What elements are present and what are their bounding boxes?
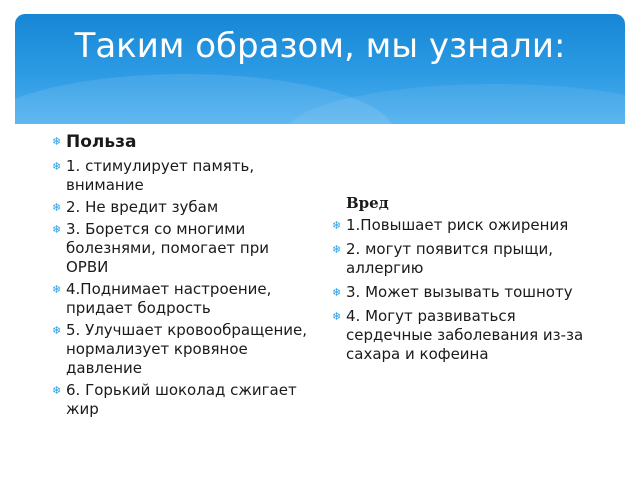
benefit-item — [52, 198, 312, 217]
harms-heading-item — [332, 194, 592, 213]
benefit-text: 3. Борется со многими болезнями, помогает при ОРВИ — [66, 220, 270, 276]
benefit-text: 2. Не вредит зубам — [66, 198, 219, 216]
snowflake-bullet-icon: ❄ — [52, 384, 62, 397]
benefit-item — [52, 321, 312, 378]
harm-text: 1.Повышает риск ожирения — [346, 216, 569, 234]
harm-text: 4. Могут развиваться сердечные заболевания из-за сахара и кофеина — [346, 307, 584, 363]
snowflake-bullet-icon: ❄ — [52, 135, 62, 148]
harm-item — [332, 307, 592, 364]
snowflake-bullet-icon: ❄ — [52, 160, 62, 173]
benefit-text: 4.Поднимает настроение, придает бодрость — [66, 280, 272, 317]
benefit-text: 6. Горький шоколад сжигает жир — [66, 381, 297, 418]
harm-text: 2. могут появится прыщи, аллергию — [346, 240, 554, 277]
benefit-item — [52, 157, 312, 195]
snowflake-bullet-icon: ❄ — [52, 283, 62, 296]
snowflake-bullet-icon: ❄ — [52, 223, 62, 236]
snowflake-bullet-icon: ❄ — [52, 324, 62, 337]
benefits-heading: Польза — [66, 132, 137, 152]
title-banner — [15, 14, 625, 124]
harm-item — [332, 283, 592, 302]
harm-item — [332, 240, 592, 278]
snowflake-bullet-icon: ❄ — [332, 243, 342, 256]
snowflake-bullet-icon: ❄ — [332, 286, 342, 299]
snowflake-bullet-icon: ❄ — [332, 310, 342, 323]
harm-text: 3. Может вызывать тошноту — [346, 283, 573, 301]
benefit-text: 1. стимулирует память, внимание — [66, 157, 255, 194]
benefit-item — [52, 220, 312, 277]
snowflake-bullet-icon: ❄ — [332, 219, 342, 232]
harm-item — [332, 216, 592, 235]
harms-heading: Вред — [346, 194, 389, 212]
benefits-heading-item — [52, 131, 312, 153]
banner-glow-right — [285, 84, 625, 124]
harms-list — [332, 194, 592, 369]
benefits-list — [52, 131, 312, 422]
snowflake-bullet-icon: ❄ — [52, 201, 62, 214]
benefit-item — [52, 381, 312, 419]
slide-title: Таким образом, мы узнали: — [74, 26, 566, 66]
benefit-item — [52, 280, 312, 318]
benefit-text: 5. Улучшает кровообращение, нормализует кровяное давление — [66, 321, 308, 377]
